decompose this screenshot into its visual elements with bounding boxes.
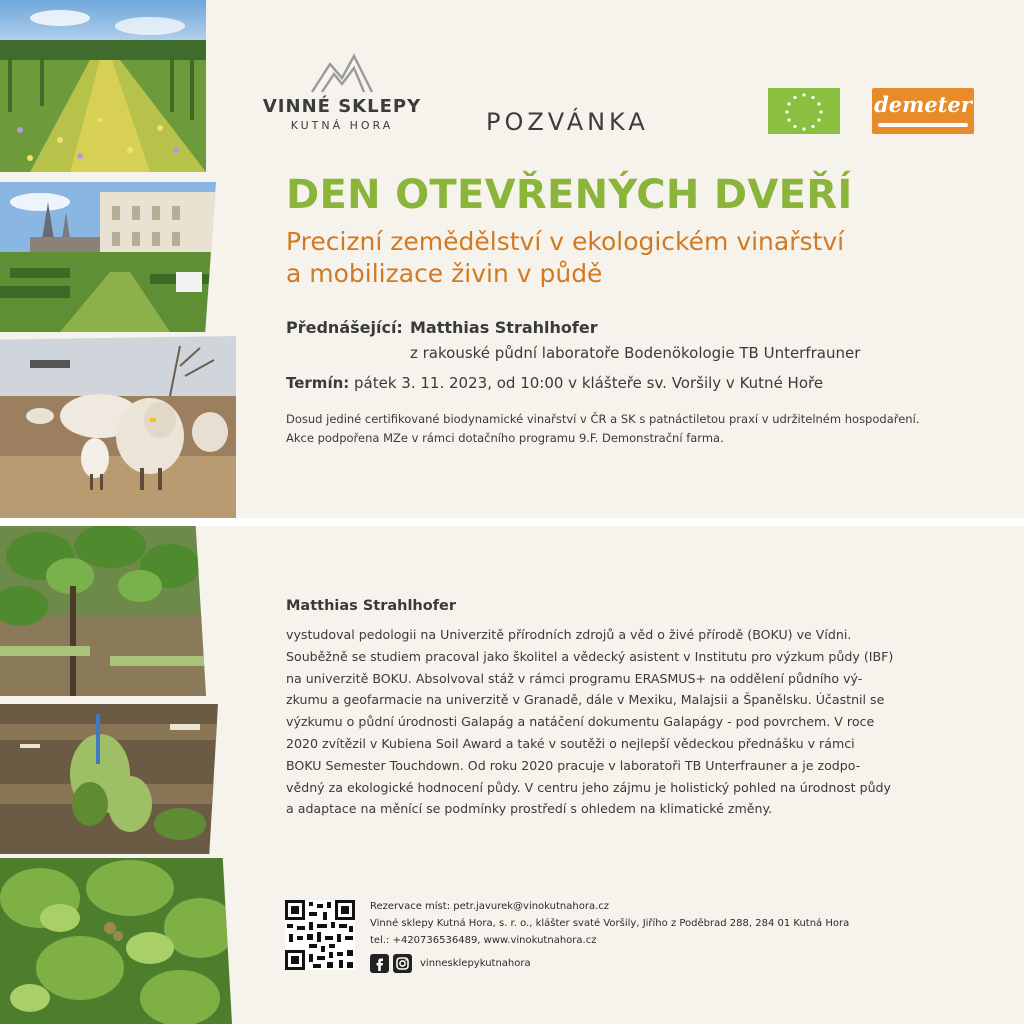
demeter-logo [872,88,974,134]
subtitle-line: Precizní zemědělství v ekologickém vinařství [286,227,845,256]
sheep-photo [0,336,236,518]
event-note [286,410,1006,448]
bio-line: zkumu a geofarmacie na univerzitě v Granadě, dále v Mexiku, Malajsii a Španělsku. Účastnil se [286,692,885,708]
vine-canopy-photo [0,858,232,1024]
date-label: Termín: [286,374,350,392]
social-links [370,953,531,973]
young-vine-photo [0,704,218,854]
contact-line[interactable]: tel.: +420736536489, www.vinokutnahora.cz [370,935,597,946]
cathedral-vineyard-photo [0,182,216,332]
logo-name: VINNÉ SKLEPY [262,96,422,117]
winery-logo [262,50,422,132]
bio-line: BOKU Semester Touchdown. Od roku 2020 pracuje v laboratoři TB Unterfrauner a je zodpo- [286,757,861,773]
bio-line: a adaptace na měnící se podmínky prostředí s ohledem na klimatické změny. [286,801,773,817]
speaker-name: Matthias Strahlhofer [410,318,598,337]
event-subtitle [286,226,1006,290]
note-line: Dosud jediné certifikované biodynamické vinařství v ČR a SK s patnáctiletou praxí v udržitelném hospodaření. [286,412,920,426]
section-divider [0,518,1024,526]
demeter-underline [878,123,968,127]
reservation-line[interactable]: Rezervace míst: petr.javurek@vinokutnahora.cz [370,901,610,912]
bio-line: 2020 zvítězil v Kubiena Soil Award a také v soutěži o nejlepší vědeckou přednášku v rámci [286,735,855,751]
eu-organic-leaf-icon [768,88,840,134]
social-handle[interactable]: vinnesklepykutnahora [420,957,531,969]
bio-line: na univerzitě BOKU. Absolvoval stáž v rámci programu ERASMUS+ na oddělení půdního vý- [286,670,863,686]
note-line: Akce podpořena MZe v rámci dotačního programu 9.F. Demonstrační farma. [286,431,724,445]
bio-line: vědný za ekologické hodnocení půdy. V centru jeho zájmu je holistický pohled na úrodnost půdy [286,779,892,795]
logo-city: KUTNÁ HORA [290,119,394,132]
bio-heading: Matthias Strahlhofer [286,598,457,614]
bio-line: Souběžně se studiem pracoval jako školitel a vědecký asistent v Institutu pro výzkum půdy (IBF) [286,648,894,664]
subtitle-line: a mobilizace živin v půdě [286,259,603,288]
event-title: DEN OTEVŘENÝCH DVEŘÍ [286,172,853,218]
invitation-heading: POZVÁNKA [486,108,649,136]
mountain-logo-icon [310,50,374,94]
event-date [286,374,823,392]
bio-text [286,624,1016,820]
bio-line: výzkumu o půdní úrodnosti Galapág a natáčení dokumentu Galapágy - pod povrchem. V roce [286,714,875,730]
qr-code[interactable] [285,900,355,970]
bio-line: vystudoval pedologii na Univerzitě přírodních zdrojů a věd o živé přírodě (BOKU) ve Vídni. [286,627,852,642]
footer-contact [370,898,849,949]
address-line: Vinné sklepy Kutná Hora, s. r. o., klášter svaté Voršily, Jiřího z Poděbrad 288, 284 01 Kutná Hora [370,918,850,929]
facebook-icon[interactable] [370,954,389,973]
vine-leaves-photo [0,526,206,696]
speaker-organization: z rakouské půdní laboratoře Bodenökologie TB Unterfrauner [410,344,861,362]
speaker-label-text: Přednášející: [286,318,403,337]
instagram-icon[interactable] [393,954,412,973]
vineyard-photo [0,0,206,172]
speaker-label [286,318,403,337]
demeter-wordmark: demeter [874,92,972,117]
date-value: pátek 3. 11. 2023, od 10:00 v klášteře sv. Voršily v Kutné Hoře [349,374,824,392]
